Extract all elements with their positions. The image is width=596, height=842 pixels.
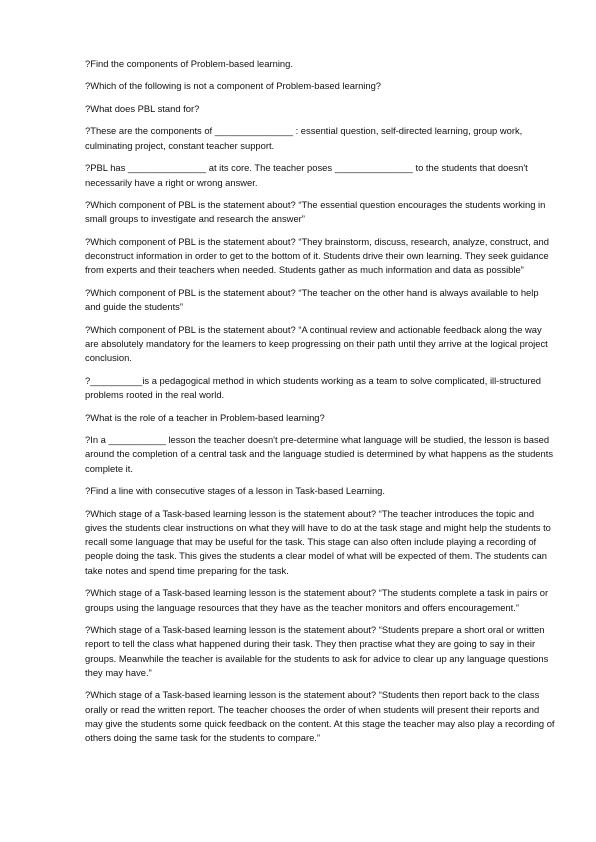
question-item: ?Which stage of a Task-based learning lesson is the statement about? “The students complete a task in pairs or groups using the language resources that they have as the teacher monitors and offers encouragement.” <box>85 587 549 613</box>
question-item: ?Which component of PBL is the statement about? “A continual review and actionable feedback along the way are absolutely mandatory for the learners to keep progressing on their path until they arrive at the logical project conclusion. <box>85 323 548 364</box>
question-item: ?What does PBL stand for? <box>85 102 200 114</box>
question-item: ?Which component of PBL is the statement about? “They brainstorm, discuss, research, analyze, construct, and deconstruct information in order to get to the bottom of it. Students drive their own learning. They seek guidance from experts and their teachers when needed. Students gather as much information and data as possible” <box>85 235 549 276</box>
question-item: ?In a ___________ lesson the teacher doesn't pre-determine what language will be studied, the lesson is based around the completion of a central task and the language studied is determined by what happens as the students complete it. <box>85 434 554 474</box>
question-item: ?What is the role of a teacher in Problem-based learning? <box>85 411 325 423</box>
question-item: ?__________is a pedagogical method in which students working as a team to solve complicated, ill-structured problems rooted in the real world. <box>85 374 541 401</box>
question-list <box>85 57 555 754</box>
question-item: ?These are the components of _______________ : essential question, self-directed learning, group work, culminating project, constant teacher support. <box>85 125 523 151</box>
question-item: ?Which stage of a Task-based learning lesson is the statement about? “The teacher introduces the topic and gives the students clear instructions on what they will have to do at the task stage and might help the students to recall some language that may be useful for the task. This stage can also often include playing a recording of people doing the task. This gives the students a clear model of what will be expected of them. The students can take notes and spend time preparing for the task. <box>85 507 551 576</box>
question-item: ?Which stage of a Task-based learning lesson is the statement about? “Students then report back to the class orally or read the written report. The teacher chooses the order of when students will present their reports and may give the students some quick feedback on the content. At this stage the teacher may also play a recording of others doing the same task for the students to compare.” <box>85 689 555 744</box>
question-item: ?Which of the following is not a component of Problem-based learning? <box>85 80 382 92</box>
question-item: ?Find a line with consecutive stages of a lesson in Task-based Learning. <box>85 485 386 497</box>
question-item: ?Which component of PBL is the statement about? “The teacher on the other hand is always available to help and guide the students” <box>85 286 539 313</box>
question-item: ?PBL has _______________ at its core. The teacher poses _______________ to the students that doesn't necessarily have a right or wrong answer. <box>85 162 528 188</box>
question-item: ?Which stage of a Task-based learning lesson is the statement about? “Students prepare a short oral or written report to tell the class what happened during their task. They then practise what they are going to say in their groups. Meanwhile the teacher is available for the students to ask for advice to clear up any language questions they may have.” <box>85 624 549 678</box>
question-item: ?Which component of PBL is the statement about? “The essential question encourages the students working in small groups to investigate and research the answer” <box>85 199 546 225</box>
question-item: ?Find the components of Problem-based learning. <box>85 58 293 69</box>
